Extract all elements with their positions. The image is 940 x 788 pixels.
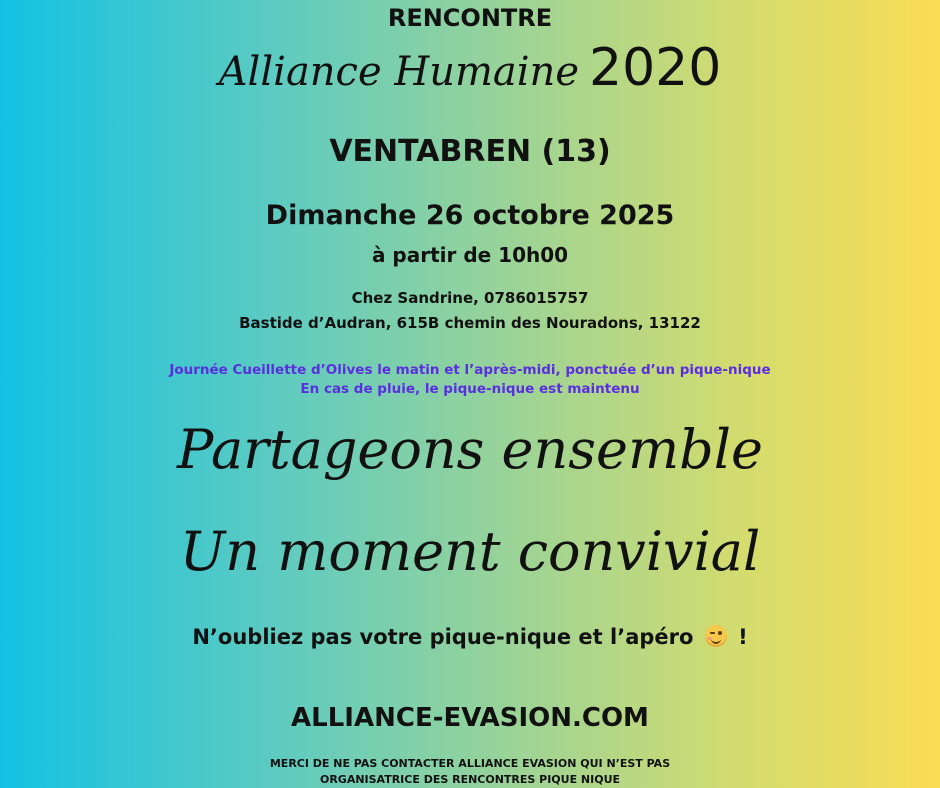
date-heading: Dimanche 26 octobre 2025	[265, 200, 675, 231]
kicker-text: RENCONTRE	[387, 4, 553, 32]
notice-line-2: ORGANISATRICE DES RENCONTRES PIQUE NIQUE	[319, 773, 621, 786]
winking-face-icon	[705, 625, 727, 647]
city-heading: VENTABREN (13)	[329, 134, 611, 169]
reminder	[0, 625, 940, 649]
start-time: à partir de 10h00	[371, 243, 569, 267]
slogan-line-1: Partageons ensemble	[177, 418, 763, 481]
reminder-end: !	[738, 625, 748, 649]
website-link[interactable]: ALLIANCE-EVASION.COM	[291, 703, 649, 733]
activity-description: Journée Cueillette d’Olives le matin et l’après-midi, ponctuée d’un pique-nique	[169, 362, 771, 378]
slogan-line-2: Un moment convivial	[179, 520, 761, 583]
title-name: Alliance Humaine	[218, 49, 579, 95]
rain-note: En cas de pluie, le pique-nique est maintenu	[300, 381, 640, 397]
notice-line-1: MERCI DE NE PAS CONTACTER ALLIANCE EVASION QUI N’EST PAS	[269, 757, 671, 770]
title-year: 2020	[588, 38, 722, 98]
reminder-text: N’oubliez pas votre pique-nique et l’apéro	[192, 625, 694, 649]
host-contact: Chez Sandrine, 0786015757	[351, 289, 589, 307]
address: Bastide d’Audran, 615B chemin des Nouradons, 13122	[239, 314, 701, 332]
event-title	[0, 38, 940, 98]
